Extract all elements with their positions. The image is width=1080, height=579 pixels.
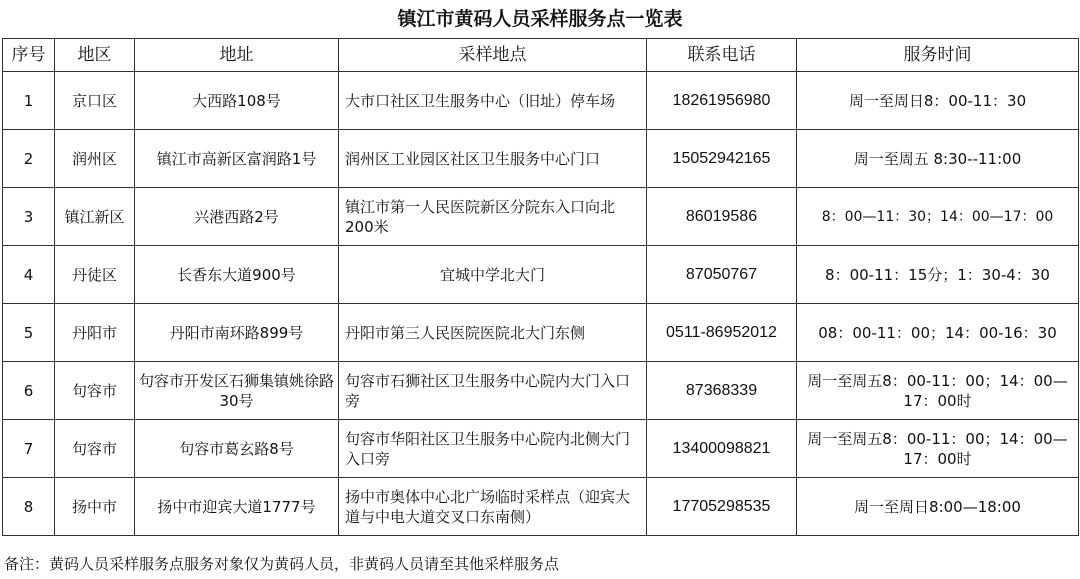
header-hours: 服务时间	[797, 39, 1079, 72]
cell-site: 句容市华阳社区卫生服务中心院内北侧大门入口旁	[339, 420, 647, 478]
cell-address: 扬中市迎宾大道1777号	[135, 478, 339, 536]
cell-hours: 08：00-11：00；14：00-16：30	[797, 304, 1079, 362]
header-no: 序号	[3, 39, 55, 72]
cell-site: 润州区工业园区社区卫生服务中心门口	[339, 130, 647, 188]
cell-no: 8	[3, 478, 55, 536]
cell-hours: 周一至周五8：00-11：00；14：00—17：00时	[797, 362, 1079, 420]
cell-no: 2	[3, 130, 55, 188]
cell-phone: 13400098821	[647, 420, 797, 478]
cell-site: 扬中市奥体中心北广场临时采样点（迎宾大道与中电大道交叉口东南侧）	[339, 478, 647, 536]
header-row	[3, 39, 1079, 72]
cell-site: 句容市石狮社区卫生服务中心院内大门入口旁	[339, 362, 647, 420]
cell-site: 丹阳市第三人民医院医院北大门东侧	[339, 304, 647, 362]
cell-hours: 8：00-11：15分；1：30-4：30	[797, 246, 1079, 304]
cell-phone: 87368339	[647, 362, 797, 420]
table-row	[3, 72, 1079, 130]
cell-no: 1	[3, 72, 55, 130]
cell-address: 镇江市高新区富润路1号	[135, 130, 339, 188]
cell-site: 宜城中学北大门	[339, 246, 647, 304]
cell-address: 句容市开发区石狮集镇姚徐路30号	[135, 362, 339, 420]
cell-area: 扬中市	[55, 478, 135, 536]
cell-site: 大市口社区卫生服务中心（旧址）停车场	[339, 72, 647, 130]
cell-no: 3	[3, 188, 55, 246]
footnote: 备注：黄码人员采样服务点服务对象仅为黄码人员，非黄码人员请至其他采样服务点	[4, 555, 560, 573]
table-row	[3, 188, 1079, 246]
cell-site: 镇江市第一人民医院新区分院东入口向北200米	[339, 188, 647, 246]
cell-hours: 周一至周五8：00-11：00；14：00—17：00时	[797, 420, 1079, 478]
cell-phone: 87050767	[647, 246, 797, 304]
cell-area: 润州区	[55, 130, 135, 188]
table-row	[3, 478, 1079, 536]
cell-area: 镇江新区	[55, 188, 135, 246]
header-address: 地址	[135, 39, 339, 72]
cell-area: 句容市	[55, 420, 135, 478]
sampling-sites-table	[2, 38, 1079, 536]
cell-address: 大西路108号	[135, 72, 339, 130]
cell-no: 4	[3, 246, 55, 304]
table-row	[3, 362, 1079, 420]
cell-address: 句容市葛玄路8号	[135, 420, 339, 478]
header-area: 地区	[55, 39, 135, 72]
cell-hours: 8：00—11：30；14：00—17：00	[797, 188, 1079, 246]
cell-area: 丹徒区	[55, 246, 135, 304]
cell-hours: 周一至周日8：00-11：30	[797, 72, 1079, 130]
header-phone: 联系电话	[647, 39, 797, 72]
table-row	[3, 304, 1079, 362]
cell-area: 丹阳市	[55, 304, 135, 362]
cell-no: 7	[3, 420, 55, 478]
header-site: 采样地点	[339, 39, 647, 72]
cell-phone: 0511-86952012	[647, 304, 797, 362]
table-row	[3, 130, 1079, 188]
cell-hours: 周一至周日8:00—18:00	[797, 478, 1079, 536]
cell-phone: 17705298535	[647, 478, 797, 536]
cell-address: 长香东大道900号	[135, 246, 339, 304]
cell-area: 京口区	[55, 72, 135, 130]
cell-hours: 周一至周五 8:30--11:00	[797, 130, 1079, 188]
cell-no: 6	[3, 362, 55, 420]
table-title: 镇江市黄码人员采样服务点一览表	[397, 8, 683, 30]
cell-area: 句容市	[55, 362, 135, 420]
cell-phone: 15052942165	[647, 130, 797, 188]
cell-phone: 86019586	[647, 188, 797, 246]
cell-no: 5	[3, 304, 55, 362]
cell-phone: 18261956980	[647, 72, 797, 130]
table-row	[3, 246, 1079, 304]
table-row	[3, 420, 1079, 478]
cell-address: 兴港西路2号	[135, 188, 339, 246]
cell-address: 丹阳市南环路899号	[135, 304, 339, 362]
